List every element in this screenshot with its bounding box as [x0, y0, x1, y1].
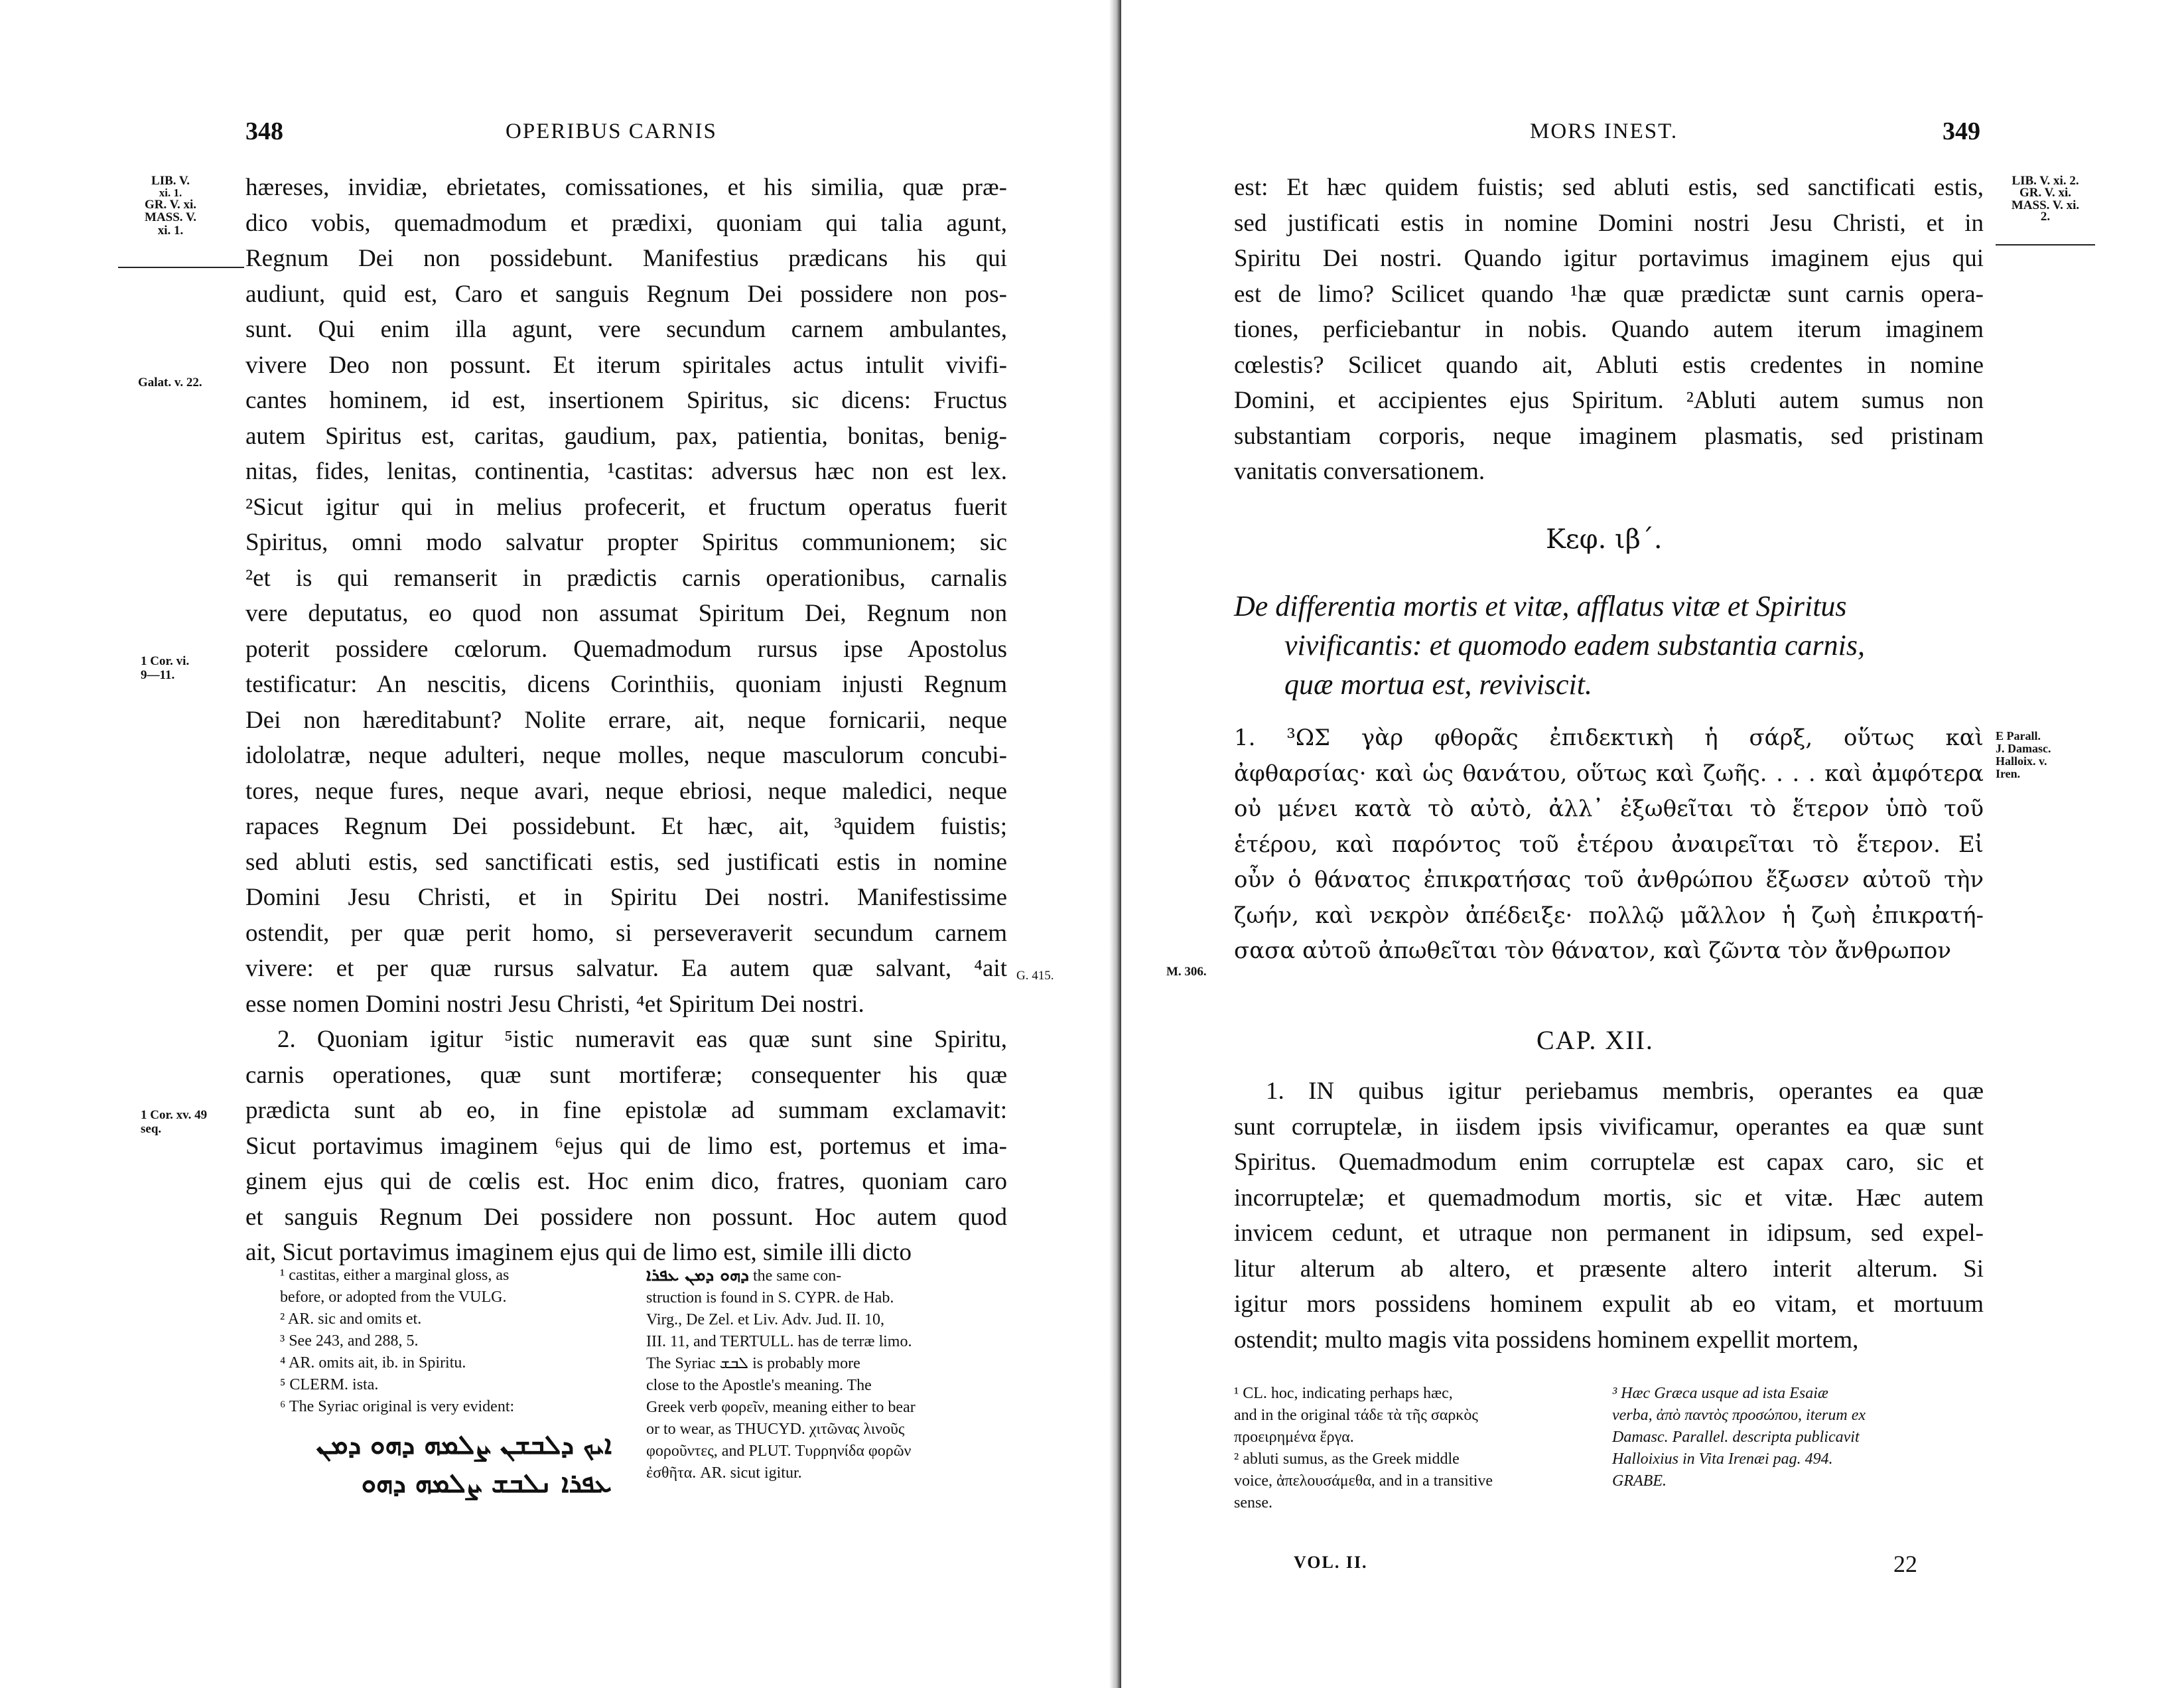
footnote-line: ⁵ CLERM. ista. — [280, 1376, 379, 1393]
title-line: vivificantis: et quomodo eadem substantia carnis, — [1284, 629, 1865, 662]
body-line: incorruptelæ; et quemadmodum mortis, sic et vitæ. Hæc autem — [1234, 1184, 1984, 1212]
body-line: est de limo? Scilicet quando ¹hæ quæ prædictæ sunt carnis opera- — [1234, 280, 1984, 308]
side-note-line: xi. 1. — [159, 186, 182, 199]
side-note-line: MASS. V. xi. — [2011, 198, 2080, 212]
running-head-left: OPERIBUS CARNIS — [506, 119, 717, 143]
side-note-line: MASS. V. — [145, 210, 196, 224]
body-line: autem Spiritus est, caritas, gaudium, pax, patientia, bonitas, benig- — [245, 422, 1007, 450]
body-line: vanitatis conversationem. — [1234, 458, 1485, 485]
body-line: Dei non hæreditabunt? Nolite errare, ait, neque fornicarii, neque — [245, 706, 1007, 734]
footnote-line: GRABE. — [1612, 1472, 1667, 1490]
footnote-line: close to the Apostle's meaning. The — [646, 1377, 872, 1394]
greek-line: ἑτέρου, καὶ παρόντος τοῦ ἑτέρου ἀναιρεῖται τὸ ἕτερον. Εἰ — [1234, 831, 1984, 858]
body-line: sunt corruptelæ, in iisdem ipsis vivificamur, operantes ea quæ sunt — [1234, 1113, 1984, 1141]
body-line: idololatræ, neque adulteri, neque molles, neque masculorum concubi- — [245, 742, 1007, 769]
body-line: Sicut portavimus imaginem ⁶ejus qui de limo est, portemus et ima- — [245, 1132, 1007, 1160]
body-line: tiones, perficiebantur in nobis. Quando autem iterum imaginem — [1234, 316, 1984, 343]
footnote-line: The Syriac ܠܒܫ is probably more — [646, 1355, 860, 1372]
body-line: audiunt, quid est, Caro et sanguis Regnum Dei possidere non pos- — [245, 280, 1007, 308]
body-line: nitas, fides, lenitas, continentia, ¹castitas: adversus hæc non est lex. — [245, 458, 1007, 485]
right-page — [1121, 0, 2184, 1688]
body-line: dico vobis, quemadmodum et prædixi, quoniam qui talia agunt, — [245, 209, 1007, 237]
left-footnotes-col1 — [280, 1265, 616, 1503]
body-line: ginem ejus qui de cœlis est. Hoc enim dico, fratres, quoniam caro — [245, 1168, 1007, 1195]
side-note-1cor-vi — [141, 654, 189, 682]
syriac-line: ܥܦܪܐ ܢܠܒܫ ܨܠܡܗ ܕܗܘ — [361, 1468, 612, 1499]
body-line: 1. IN quibus igitur periebamus membris, operantes ea quæ — [1266, 1078, 1984, 1105]
right-footnotes-col1 — [1234, 1383, 1586, 1514]
footnote-line: προειρημένα ἔργα. — [1234, 1429, 1354, 1446]
footnote-line: and in the original τάδε τὰ τῆς σαρκὸς — [1234, 1407, 1478, 1424]
greek-line: οὖν ὁ θάνατος ἐπικρατήσας τοῦ ἀνθρώπου ἔξωσεν αὐτοῦ τὴν — [1234, 867, 1984, 893]
footnote-line: Virg., De Zel. et Liv. Adv. Jud. II. 10, — [646, 1311, 884, 1328]
body-line: poterit possidere cœlorum. Quemadmodum rursus ipse Apostolus — [245, 635, 1007, 663]
side-note-line: 1 Cor. vi. — [141, 654, 190, 668]
running-head-right: MORS INEST. — [1530, 119, 1678, 143]
footnote-line: or to wear, as THUCYD. χιτῶνας λινοῦς — [646, 1421, 905, 1438]
body-line: carnis operationes, quæ sunt mortiferæ; consequenter his quæ — [245, 1061, 1007, 1089]
footnote-line: φοροῦντες, and PLUT. Τυρρηνίδα φορῶν — [646, 1442, 912, 1460]
footnote-line: ¹ CL. hoc, indicating perhaps hæc, — [1234, 1385, 1453, 1402]
body-line: ait, Sicut portavimus imaginem ejus qui de limo est, simile illi dicto — [245, 1239, 912, 1266]
signature-mark: VOL. II. — [1294, 1553, 1368, 1572]
body-line: sunt. Qui enim illa agunt, vere secundum carnem ambulantes, — [245, 316, 1007, 343]
side-note-line: LIB. V. — [151, 174, 190, 188]
footnote-line: ⁶ The Syriac original is very evident: — [280, 1398, 515, 1415]
body-line: ostendit, per quæ perit homo, si perseveraverit secundum carnem — [245, 919, 1007, 947]
body-line: esse nomen Domini nostri Jesu Christi, ⁴et Spiritum Dei nostri. — [245, 990, 864, 1018]
body-line: prædicta sunt ab eo, in fine epistolæ ad summam exclamavit: — [245, 1097, 1007, 1124]
greek-line: σασα αὐτοῦ ἀπωθεῖται τὸν θάνατον, καὶ ζῶντα τὸν ἄνθρωπον — [1234, 938, 1952, 964]
body-line: 2. Quoniam igitur ⁵istic numeravit eas quæ sunt sine Spiritu, — [277, 1026, 1007, 1053]
side-note-line: 9—11. — [141, 668, 175, 682]
body-line: Domini, et accipientes ejus Spiritum. ²Abluti autem sumus non — [1234, 387, 1984, 414]
greek-line: 1. ³ΩΣ γὰρ φθορᾶς ἐπιδεκτικὴ ἡ σάρξ, οὕτως καὶ — [1234, 725, 1984, 751]
body-line: ostendit; multo magis vita possidens hominem expellit mortem, — [1234, 1326, 1859, 1354]
title-line: quæ mortua est, reviviscit. — [1284, 668, 1592, 701]
footnote-line: Greek verb φορεῖν, meaning either to bear — [646, 1399, 916, 1416]
footnote-line: Damasc. Parallel. descripta publicavit — [1612, 1429, 1860, 1446]
body-line: testificatur: An nescitis, dicens Corinthiis, quoniam injusti Regnum — [245, 671, 1007, 698]
body-line: Spiritus, omni modo salvatur propter Spiritus communionem; sic — [245, 529, 1007, 556]
chapter-title — [1234, 587, 1984, 704]
side-note-line: Iren. — [1996, 767, 2021, 780]
side-note-line: 2. — [2040, 210, 2051, 224]
side-note-galat: Galat. v. 22. — [138, 376, 202, 389]
page-number-right: 349 — [1943, 117, 1980, 145]
side-note-line: 1 Cor. xv. 49 — [141, 1108, 208, 1122]
side-note-line: E Parall. — [1996, 729, 2041, 742]
greek-line: ἀφθαρσίας· καὶ ὡς θανάτου, οὕτως καὶ ζωῆς. . . . καὶ ἀμφότερα — [1234, 760, 1984, 787]
page-number-left: 348 — [245, 117, 283, 145]
body-line: vivere Deo non possunt. Et iterum spiritales actus intulit vivifi- — [245, 351, 1007, 379]
body-line: hæreses, invidiæ, ebrietates, comissationes, et his similia, quæ præ- — [245, 174, 1007, 201]
side-note-lib-right — [1996, 174, 2095, 222]
side-note-rule — [118, 267, 244, 268]
body-line: vere deputatus, eo quod non assumat Spiritum Dei, Regnum non — [245, 600, 1007, 627]
footnote-line: ² AR. sic and omits et. — [280, 1310, 422, 1328]
body-line: Spiritu Dei nostri. Quando igitur portavimus imaginem ejus qui — [1234, 245, 1984, 272]
body-line: Spiritus. Quemadmodum enim corruptelæ est capax caro, sic et — [1234, 1149, 1984, 1176]
footnote-line: Halloixius in Vita Irenæi pag. 494. — [1612, 1450, 1833, 1468]
greek-line: οὐ μένει κατὰ τὸ αὐτὸ, ἀλλ᾽ ἐξωθεῖται τὸ ἕτερον ὑπὸ τοῦ — [1234, 796, 1984, 822]
body-line: cœlestis? Scilicet quando ait, Abluti estis credentes in nomine — [1234, 351, 1984, 379]
body-line: sed justificati estis in nomine Domini nostri Jesu Christi, et in — [1234, 209, 1984, 237]
footnote-line: ἐσθῆτα. AR. sicut igitur. — [646, 1464, 802, 1482]
body-line: ²et is qui remanserit in prædictis carnis operationibus, carnalis — [245, 564, 1007, 592]
syriac-line: ܐܝܟ ܕܠܒܫܢ ܨܠܡܗ ܕܗܘ ܕܡܢ — [316, 1430, 612, 1460]
body-line: substantiam corporis, neque imaginem plasmatis, sed pristinam — [1234, 422, 1984, 450]
body-line: et sanguis Regnum Dei possidere non possunt. Hoc autem quod — [245, 1203, 1007, 1231]
footnote-line: ¹ castitas, either a marginal gloss, as — [280, 1267, 510, 1284]
syriac-quote — [280, 1426, 612, 1503]
side-note-rule-right — [1996, 244, 2095, 246]
body-line: sed abluti estis, sed sanctificati estis, sed justificati estis in nomine — [245, 848, 1007, 876]
body-line: ²Sicut igitur qui in melius profecerit, et fructum operatus fuerit — [245, 493, 1007, 521]
body-line: est: Et hæc quidem fuistis; sed abluti estis, sed sanctificati estis, — [1234, 174, 1984, 201]
body-line: igitur mors possidens hominem expulit ab eo vitam, et mortuum — [1234, 1291, 1984, 1318]
footnote-line: verba, ἀπὸ παντὸς προσώπου, iterum ex — [1612, 1407, 1866, 1424]
left-main-text — [245, 170, 1007, 1271]
title-line: De differentia mortis et vitæ, afflatus vitæ et Spiritus — [1234, 590, 1847, 622]
body-line: vivere: et per quæ rursus salvatur. Ea autem quæ salvant, ⁴ait — [245, 955, 1007, 982]
footnote-line: struction is found in S. CYPR. de Hab. — [646, 1289, 894, 1306]
greek-chapter-head: Κεφ. ιβ΄. — [1546, 524, 1663, 555]
right-main-text — [1234, 170, 1984, 490]
right-main-text-2 — [1234, 1074, 1984, 1358]
syriac-inline: ܕܗܘ ܕܡܢ ܥܦܪܐ — [646, 1265, 749, 1285]
footnote-line: voice, ἀπελουσάμεθα, and in a transitive — [1234, 1472, 1493, 1490]
footnote-line: ² abluti sumus, as the Greek middle — [1234, 1450, 1460, 1468]
side-note-line: GR. V. xi. — [145, 198, 196, 212]
right-footnotes-col2 — [1612, 1383, 1984, 1492]
side-note-line: GR. V. xi. — [2019, 186, 2071, 200]
body-line: invicem cedunt, et utraque non permanent in idipsum, sed expel- — [1234, 1220, 1984, 1247]
footnote-line: III. 11, and TERTULL. has de terræ limo. — [646, 1333, 912, 1350]
side-note-line: J. Damasc. — [1996, 742, 2051, 755]
footnote-line: sense. — [1234, 1494, 1272, 1512]
body-line: Regnum Dei non possidebunt. Manifestius prædicans his qui — [245, 245, 1007, 272]
side-note-line: Halloix. v. — [1996, 754, 2047, 768]
side-note-m306: M. 306. — [1166, 965, 1207, 979]
body-line: litur alterum ab altero, et præsente altero interit alterum. Si — [1234, 1255, 1984, 1283]
greek-line: ζωήν, καὶ νεκρὸν ἀπέδειξε· πολλῷ μᾶλλον ἡ ζωὴ ἐπικρατή- — [1234, 902, 1984, 929]
side-note-g415: G. 415. — [1016, 969, 1054, 983]
body-line: tores, neque fures, neque avari, neque ebriosi, neque maledici, neque — [245, 777, 1007, 805]
footnote-line: ³ See 243, and 288, 5. — [280, 1332, 419, 1350]
side-note-parall — [1996, 730, 2051, 780]
footnote-line: before, or adopted from the VULG. — [280, 1289, 507, 1306]
footnote-line: the same con- — [752, 1267, 842, 1285]
side-note-line: LIB. V. xi. 2. — [2012, 174, 2079, 188]
footnote-line: ⁴ AR. omits ait, ib. in Spiritu. — [280, 1354, 466, 1372]
signature-number: 22 — [1893, 1551, 1917, 1577]
side-note-1cor-xv — [141, 1108, 207, 1136]
body-line: Domini Jesu Christi, et in Spiritu Dei nostri. Manifestissime — [245, 884, 1007, 911]
left-footnotes-col2 — [646, 1265, 1010, 1484]
greek-text — [1234, 721, 1984, 969]
cap-heading: CAP. XII. — [1536, 1025, 1654, 1055]
footnote-line: ³ Hæc Græca usque ad ista Esaiæ — [1612, 1385, 1828, 1402]
body-line: cantes hominem, id est, insertionem Spiritus, sic dicens: Fructus — [245, 387, 1007, 414]
body-line: rapaces Regnum Dei possidebunt. Et hæc, ait, ³quidem fuistis; — [245, 813, 1007, 840]
side-note-lib — [121, 174, 220, 238]
side-note-line: seq. — [141, 1122, 162, 1136]
side-note-line: xi. 1. — [157, 224, 184, 238]
